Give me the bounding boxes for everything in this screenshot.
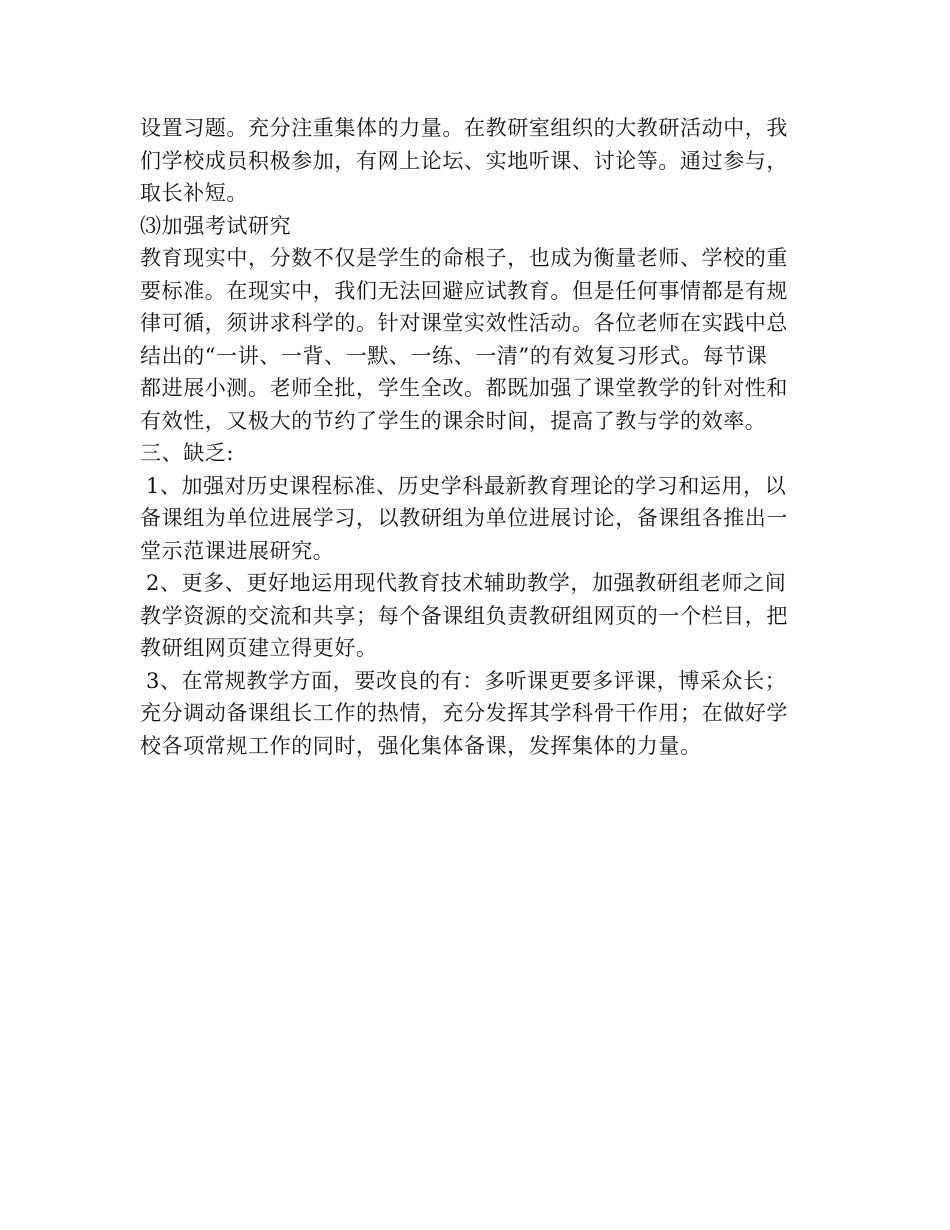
text-line: 律可循，须讲求科学的。针对课堂实效性活动。各位老师在实践中总 [140,311,788,335]
text-line: 取长补短。 [140,181,248,205]
list-item-start: 3、在常规教学方面，要改良的有：多听课更要多评课，博采众长； [146,668,787,693]
text-line: 教研组网页建立得更好。 [140,636,378,660]
section-heading: 三、缺乏: [140,441,235,465]
text-line: 教育现实中，分数不仅是学生的命根子，也成为衡量老师、学校的重 [140,246,788,270]
text-line: 校各项常规工作的同时，强化集体备课，发挥集体的力量。 [140,733,702,758]
text-line: 结出的“一讲、一背、一默、一练、一清”的有效复习形式。每节课 [140,343,768,368]
list-item-start: 2、更多、更好地运用现代教育技术辅助教学，加强教研组老师之间 [146,571,787,595]
text-line: 堂示范课进展研究。 [140,538,335,563]
text-line: 充分调动备课组长工作的热情，充分发挥其学科骨干作用；在做好学 [140,701,788,725]
text-line: 设置习题。充分注重集体的力量。在教研室组织的大教研活动中，我 [140,116,788,140]
text-line: 都进展小测。老师全批，学生全改。都既加强了课堂教学的针对性和 [140,376,788,400]
text-line: 要标准。在现实中，我们无法回避应试教育。但是任何事情都是有规 [140,278,788,303]
section-heading: ⑶加强考试研究 [140,213,292,238]
text-line: 们学校成员积极参加，有网上论坛、实地听课、讨论等。通过参与， [140,148,788,173]
document-page [140,112,812,762]
text-line: 教学资源的交流和共享；每个备课组负责教研组网页的一个栏目，把 [140,603,788,628]
text-line: 有效性，又极大的节约了学生的课余时间，提高了教与学的效率。 [140,408,767,433]
list-item-start: 1、加强对历史课程标准、历史学科最新教育理论的学习和运用，以 [146,473,787,498]
text-line: 备课组为单位进展学习，以教研组为单位进展讨论，备课组各推出一 [140,506,788,530]
